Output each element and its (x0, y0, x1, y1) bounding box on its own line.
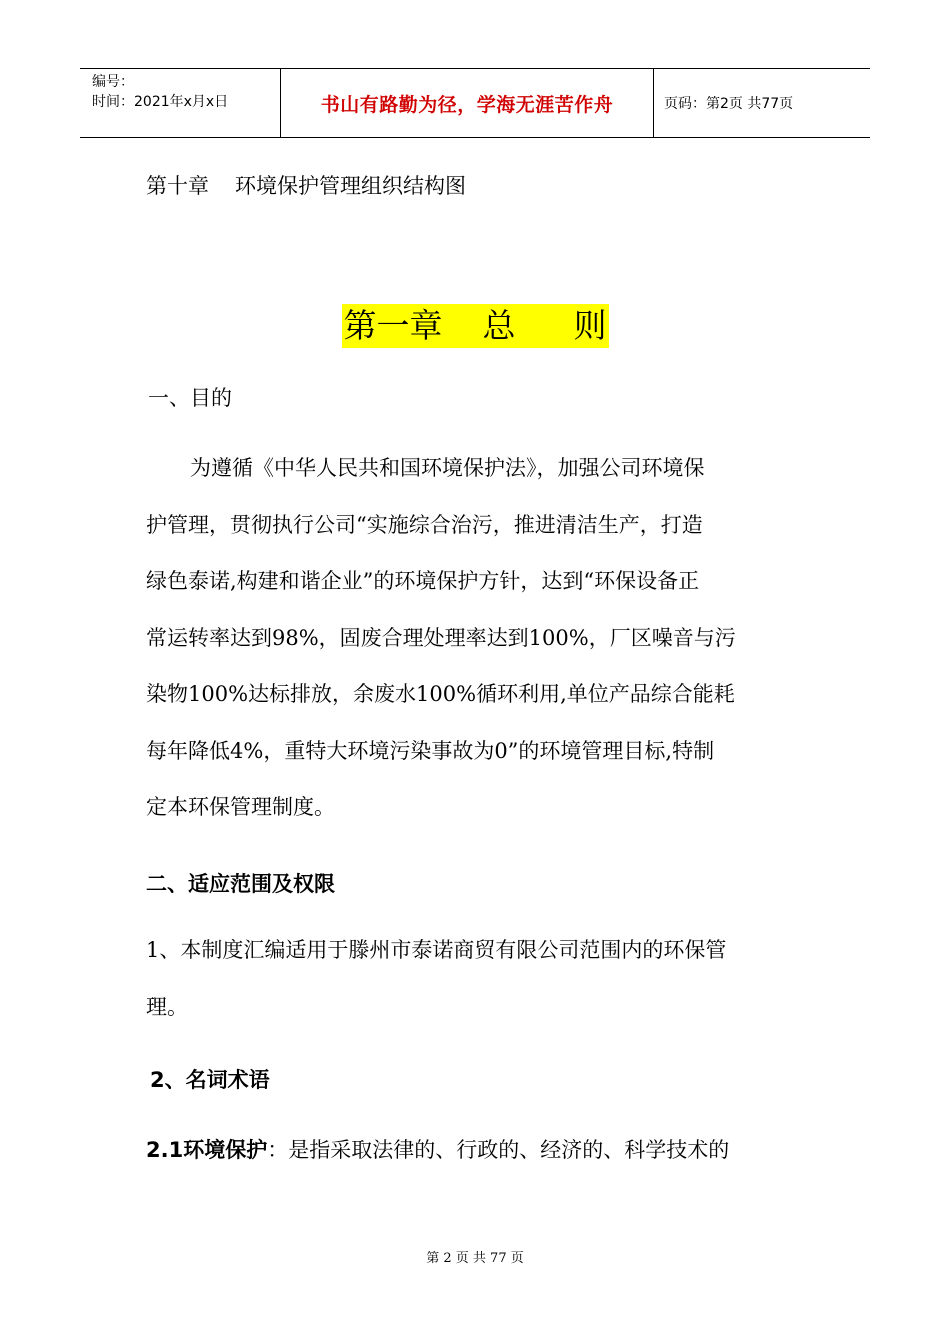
paragraph-line: 每年降低4%，重特大环境污染事故为0”的环境管理目标,特制 (146, 738, 715, 763)
terms-heading: 2、名词术语 (150, 1068, 270, 1092)
page-header (80, 68, 870, 138)
section-purpose-heading: 一、目的 (148, 386, 232, 410)
paragraph-line: 1、本制度汇编适用于滕州市泰诺商贸有限公司范围内的环保管 (146, 938, 727, 962)
page-footer: 第 2 页 共 77 页 (426, 1251, 524, 1266)
chapter-word-2: 则 (573, 306, 607, 345)
term-environmental-protection (146, 1134, 729, 1164)
toc-line (146, 170, 466, 200)
toc-chapter: 第十章 (146, 174, 209, 198)
chapter-word-1: 总 (482, 306, 516, 345)
term-text: ：是指采取法律的、行政的、经济的、科学技术的 (267, 1138, 730, 1162)
paragraph-line: 理。 (146, 994, 188, 1019)
paragraph-line: 为遵循《中华人民共和国环境保护法》，加强公司环境保 (190, 456, 705, 480)
time-label: 时间：2021年x月x日 (92, 94, 229, 110)
toc-title: 环境保护管理组织结构图 (235, 174, 466, 198)
section-scope-heading: 二、适应范围及权限 (146, 872, 335, 896)
number-label: 编号： (92, 74, 134, 90)
header-meta (80, 69, 281, 137)
paragraph-line: 常运转率达到98%，固废合理处理率达到100%，厂区噪音与污 (146, 625, 736, 650)
chapter-number: 第一章 (343, 306, 443, 345)
chapter-heading-wrap (0, 304, 950, 348)
scope-paragraph (146, 922, 816, 1035)
term-label: 2.1环境保护 (146, 1138, 268, 1162)
header-motto: 书山有路勤为径，学海无涯苦作舟 (281, 69, 654, 137)
paragraph-line: 定本环保管理制度。 (146, 795, 335, 819)
purpose-paragraph (146, 440, 816, 836)
paragraph-line: 染物100%达标排放，余废水100%循环利用,单位产品综合能耗 (146, 682, 735, 706)
header-page-info: 页码：第2页 共77页 (664, 96, 794, 112)
paragraph-line: 绿色泰诺,构建和谐企业”的环境保护方针，达到“环保设备正 (146, 569, 700, 593)
chapter-heading (342, 304, 609, 348)
paragraph-line: 护管理，贯彻执行公司“实施综合治污，推进清洁生产，打造 (146, 512, 703, 537)
